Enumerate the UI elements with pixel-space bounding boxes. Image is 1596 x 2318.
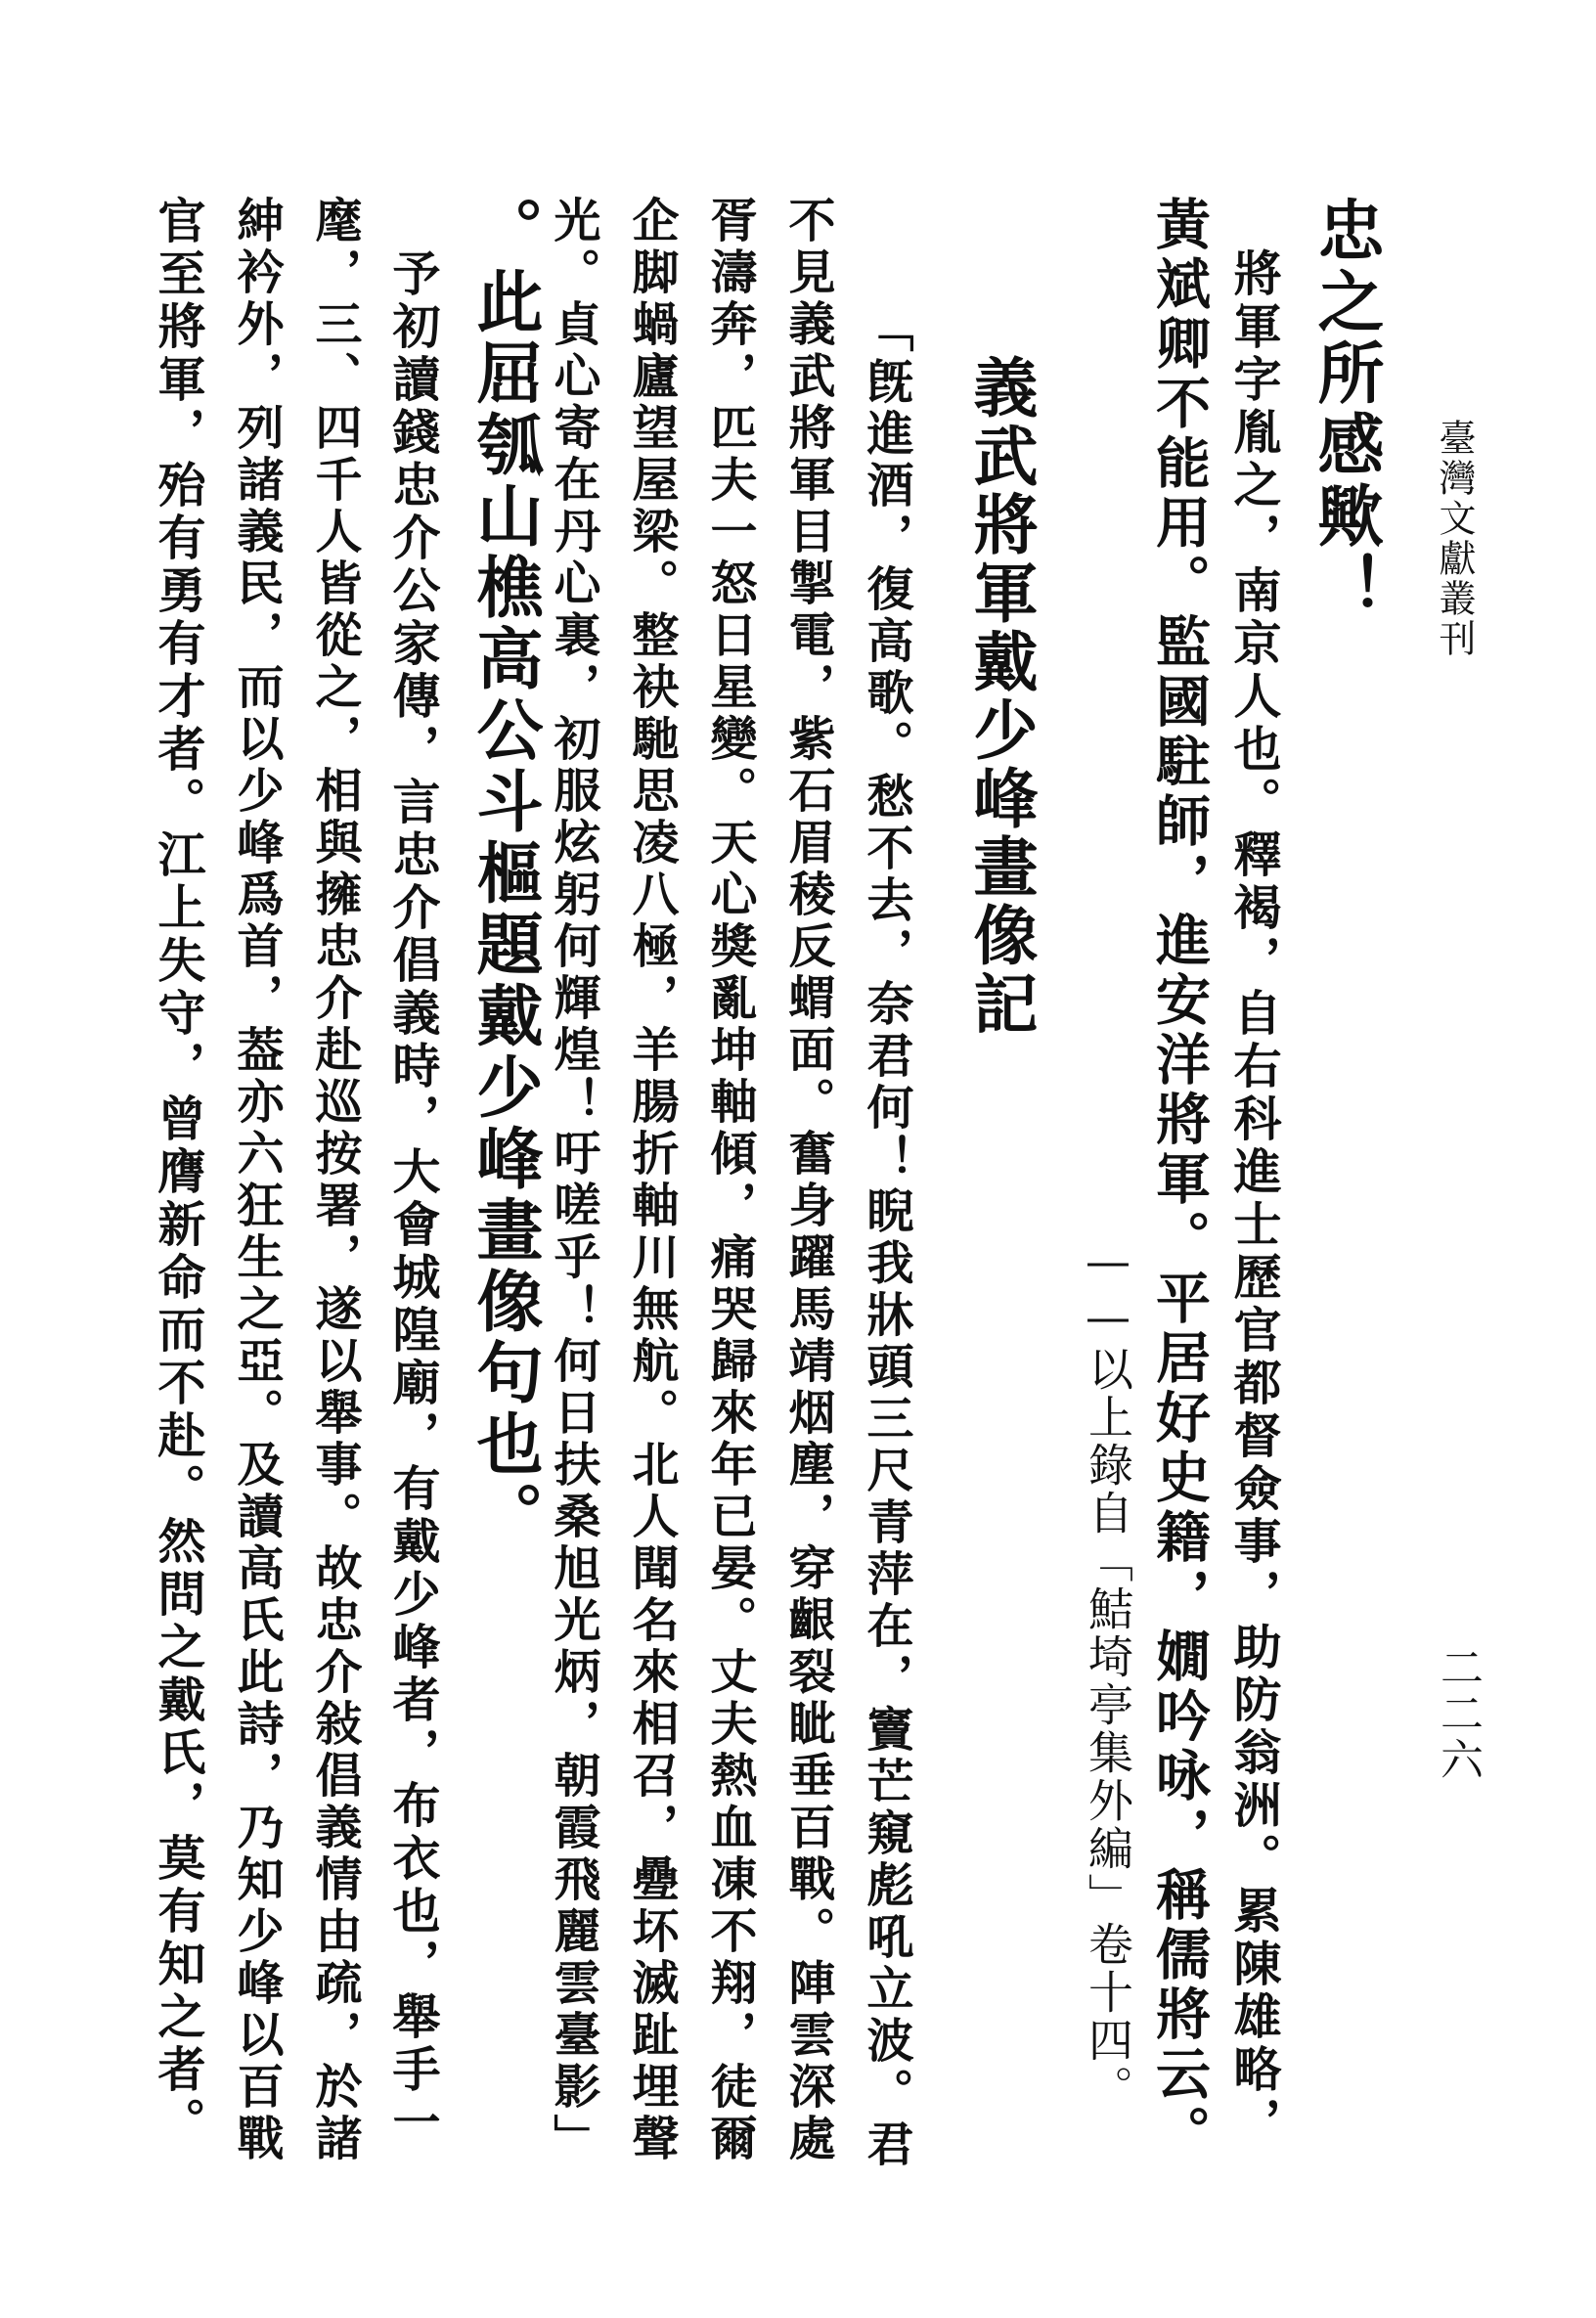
poem-column: 不見義武將軍目掣電，紫石眉稜反蝟面。奮身躍馬靖烟塵，穿齦裂眦垂百戰。陣雲深處 — [780, 196, 835, 2165]
poem-column: 光。貞心寄在丹心裏，初服炫躬何輝煌！吁嗟乎！何日扶桑旭光炳，朝霞飛麗雲臺影」 — [546, 196, 600, 2165]
page-number: 二二六 — [1433, 1645, 1483, 1783]
text-column: 將軍字胤之，南京人也。釋褐，自右科進士歷官都督僉事，助防翁洲。累陳雄略， — [1226, 196, 1283, 2150]
article-title: 義武將軍戴少峰畫像記 — [962, 354, 1039, 1039]
text-column: 官至將軍，殆有勇有才者。江上失守，曾膺新命而不赴。然問之戴氏，莫有知之者。 — [151, 196, 207, 2150]
text-column: 黃斌卿不能用。監國駐師，進安洋將軍。平居好史籍，嫺吟咏，稱儒將云。 — [1147, 196, 1212, 2164]
poem-column: 「旣進酒，復高歌。愁不去，奈君何！睨我牀頭三尺青萍在，竇芒窺彪吼立波。君 — [859, 305, 913, 2171]
poem-column: 企脚蝸廬望屋梁。整袂馳思凌八極，羊腸折軸川無航。北人聞名來相召，疉坏滅趾埋聲 — [624, 196, 679, 2165]
text-column: 。此屈瓠山樵高公斗樞題戴少峰畫像句也。 — [466, 196, 544, 1552]
source-citation: ——以上錄自「鮚埼亭集外編」卷十四。 — [1082, 1234, 1134, 2113]
text-column: 予初讀錢忠介公家傳，言忠介倡義時，大會城隍廟，有戴少峰者，布衣也，舉手一 — [385, 196, 442, 2150]
text-column: 紳衿外，列諸義民，而以少峰爲首，葢亦六狂生之亞。及讀高氏此詩，乃知少峰以百戰 — [229, 196, 284, 2165]
series-title: 臺灣文獻叢刊 — [1433, 419, 1476, 659]
poem-column: 胥濤奔，匹夫一怒日星變。天心獎亂坤軸傾，痛哭歸來年已晏。丈夫熱血凍不翔，徒爾 — [702, 196, 757, 2165]
text-column: 忠之所感歟！ — [1307, 196, 1385, 624]
text-column: 麾，三、四千人皆從之，相與擁忠介赴巡按署，遂以舉事。故忠介敍倡義情由疏，於諸 — [307, 196, 362, 2165]
